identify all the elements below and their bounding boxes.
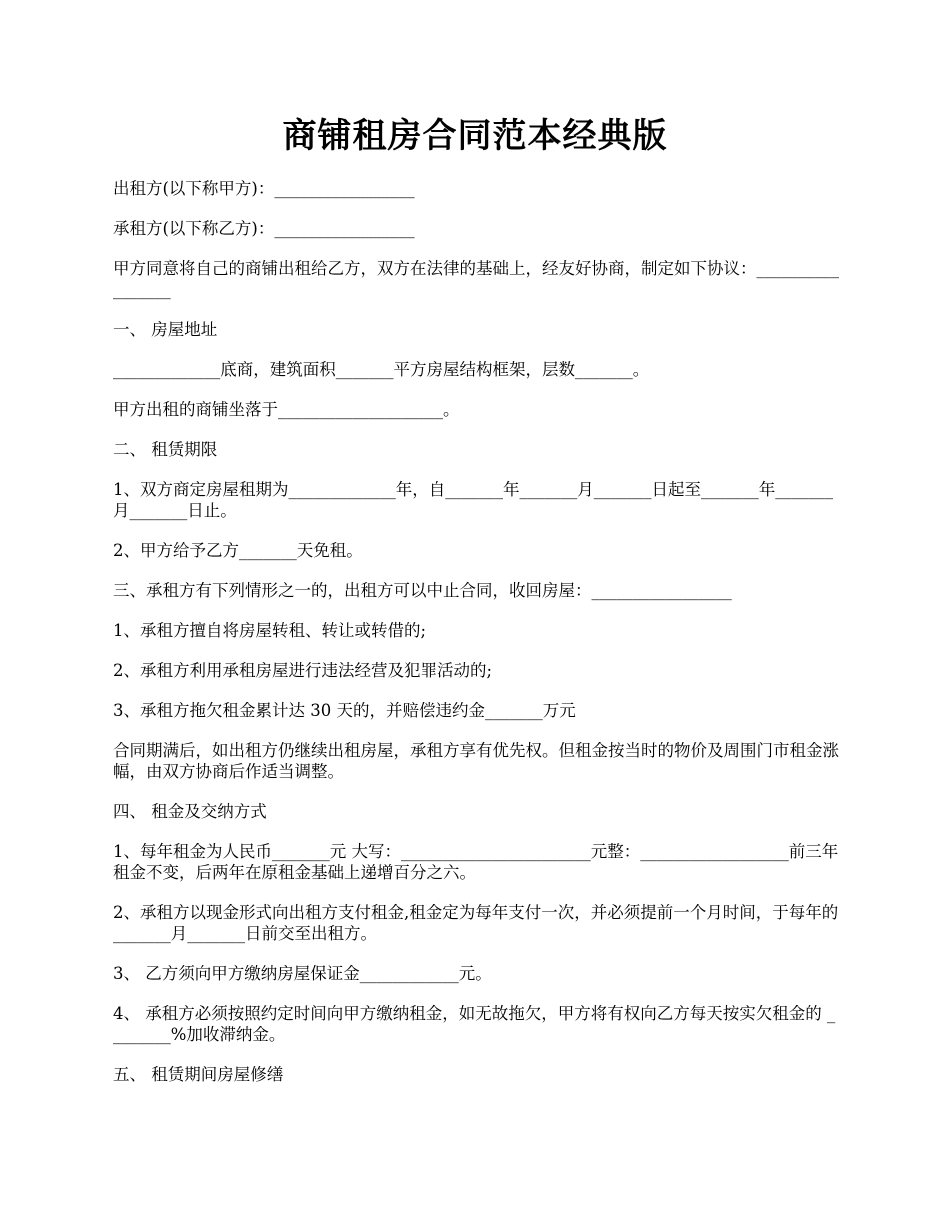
termination-clause-1: 1、承租方擅自将房屋转租、转让或转借的; xyxy=(113,621,427,640)
renewal-clause: 合同期满后，如出租方仍继续出租房屋，承租方享有优先权。但租金按当时的物价及周围门市租金涨幅，由双方协商后作适当调整。 xyxy=(113,741,839,781)
section-heading-rent: 四、 租金及交纳方式 xyxy=(113,802,267,821)
late-fee-clause: 4、 承租方必须按照约定时间向甲方缴纳租金，如无故拖欠，甲方将有权向乙方每天按实欠租金的 ________%加收滞纳金。 xyxy=(113,1004,836,1044)
section-heading-term: 二、 租赁期限 xyxy=(113,440,218,459)
termination-clause-2: 2、承租方利用承租房屋进行违法经营及犯罪活动的; xyxy=(113,661,493,680)
document-title: 商铺租房合同范本经典版 xyxy=(282,116,668,156)
shop-location: 甲方出租的商铺坐落于____________________。 xyxy=(113,400,460,419)
termination-clause-3: 3、承租方拖欠租金累计达 30 天的，并赔偿违约金_______万元 xyxy=(113,701,576,720)
deposit-clause: 3、 乙方须向甲方缴纳房屋保证金____________元。 xyxy=(113,964,492,983)
payment-method-clause: 2、承租方以现金形式向出租方支付租金,租金定为每年支付一次，并必须提前一个月时间，于每年的_______月_______日前交至出租方。 xyxy=(113,903,839,943)
section-heading-repair: 五、 租赁期间房屋修缮 xyxy=(113,1065,284,1084)
address-details: _____________底商，建筑面积_______平方房屋结构框架，层数_______。 xyxy=(113,360,650,379)
lessor-line: 出租方(以下称甲方)：_________________ xyxy=(113,179,415,198)
document-body xyxy=(113,178,840,1104)
lessee-line: 承租方(以下称乙方)：_________________ xyxy=(113,219,415,238)
rent-free-clause: 2、甲方给予乙方_______天免租。 xyxy=(113,541,363,560)
lease-term-clause: 1、双方商定房屋租期为_____________年，自_______年_______月_______日起至_______年_______月_______日止。 xyxy=(113,480,833,520)
agreement-intro: 甲方同意将自己的商铺出租给乙方，双方在法律的基础上，经友好协商，制定如下协议：_________________ xyxy=(113,259,839,299)
section-heading-termination: 三、承租方有下列情形之一的，出租方可以中止合同，收回房屋：_________________ xyxy=(113,581,732,600)
section-heading-address: 一、 房屋地址 xyxy=(113,320,218,339)
rent-amount-clause: 1、每年租金为人民币_______元 大写：_______________________元整：__________________前三年租金不变，后两年在原租金基础上递增百分之六。 xyxy=(113,842,839,882)
